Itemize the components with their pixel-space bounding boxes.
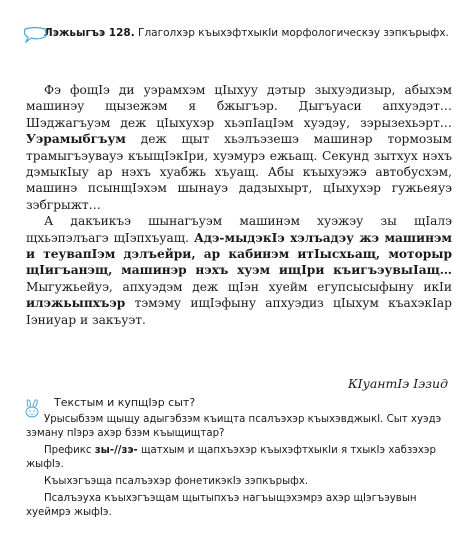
question-1: Текстым и купщIэр сыт?: [54, 396, 196, 409]
text-run: деж щыт хьэлъэзешэ машинэр тормозым трамыгъэувауэ къыщIэкIри, хуэмурэ ежьащ. Секунд зытхух нэхъ дэмыкIыу ар нэхъ хуабжь хъуащ. Абы къыхуэжэ автобусхэм, машинэ псынщIэхэм шынауэ дадзыхырт, цIыхухэр гужьеяуэ зэбгрыжт…: [26, 132, 452, 212]
text-paragraph-2: [26, 213, 452, 328]
reading-text: [26, 82, 452, 328]
exercise-instruction: Глаголхэр къыхэфтхыкIи морфологическэу зэпкърыфх.: [138, 27, 449, 39]
text-run: Фэ фощIэ ди уэрамхэм цIыхуу дэтыр зыхуэдизыр, абыхэм машинэу щызежэм я бжыгъэр. Дыгъуаси апхуэдэт… Шэджагъуэм деж цIыхухэр хьэпIацIэм хуэдэу, зэрызехьэрт…: [26, 83, 452, 130]
question-2: Урысыбзэм щыщу адыгэбзэм къищта псалъэхэр къыхэвджыкI. Сыт хуэдэ зэману пIэрэ ахэр бзэм къыщищтар?: [26, 414, 442, 439]
question-3-rest: щатхым и щапхъэхэр къыхэфтхыкIи я тхыкIэ хабзэхэр жыфIэ.: [26, 445, 436, 470]
text-run: А дакъикъэ шынагъуэм машинэм хуэжэу зы щIалэ щхьэпэлъагэ щIэпхъуащ.: [26, 214, 452, 245]
questions-block: [26, 396, 452, 523]
question-3-prefix: зы-//зэ-: [94, 445, 138, 456]
exercise-number: Лэжьыгъэ 128.: [44, 27, 135, 39]
highlighted-words: Уэрамыбгъум: [26, 132, 126, 147]
text-run: тэмэму ищIэфыну апхуэдиз цIыхум къахэкIар Iэниуар и закъуэт.: [26, 296, 452, 327]
question-3-text: Префикс: [44, 445, 95, 456]
question-5: Псалъэуха къыхэгъэщам щытыпхъэ нагъыщэхэмрэ ахэр щIэгъэувын хуеймрэ жыфIэ.: [26, 493, 417, 518]
question-3: [26, 444, 452, 472]
text-run: Мыгужьейуэ, апхуэдэм деж щIэн хуейм егупсысыфыну икIи: [26, 279, 452, 294]
author-signature: КIуантIэ Iэзид: [347, 376, 448, 391]
highlighted-words: илэжьыпхъэр: [26, 296, 126, 311]
highlighted-words: Адэ-мыдэкIэ хэлъадэу жэ машинэм и теувапIэм дэлъейри, ар кабинэм итIысхьащ, моторыр щIигъанэщ, машинэр нэхъ хуэм ищIри къигъэувыIащ…: [26, 230, 452, 278]
exercise-header: [26, 26, 451, 41]
text-paragraph-1: [26, 82, 452, 213]
question-4: Къыхэгъэща псалъэхэр фонетикэкIэ зэпкърыфх.: [44, 476, 309, 487]
bunny-icon: [22, 398, 42, 420]
speech-bubble-icon: [22, 27, 48, 43]
